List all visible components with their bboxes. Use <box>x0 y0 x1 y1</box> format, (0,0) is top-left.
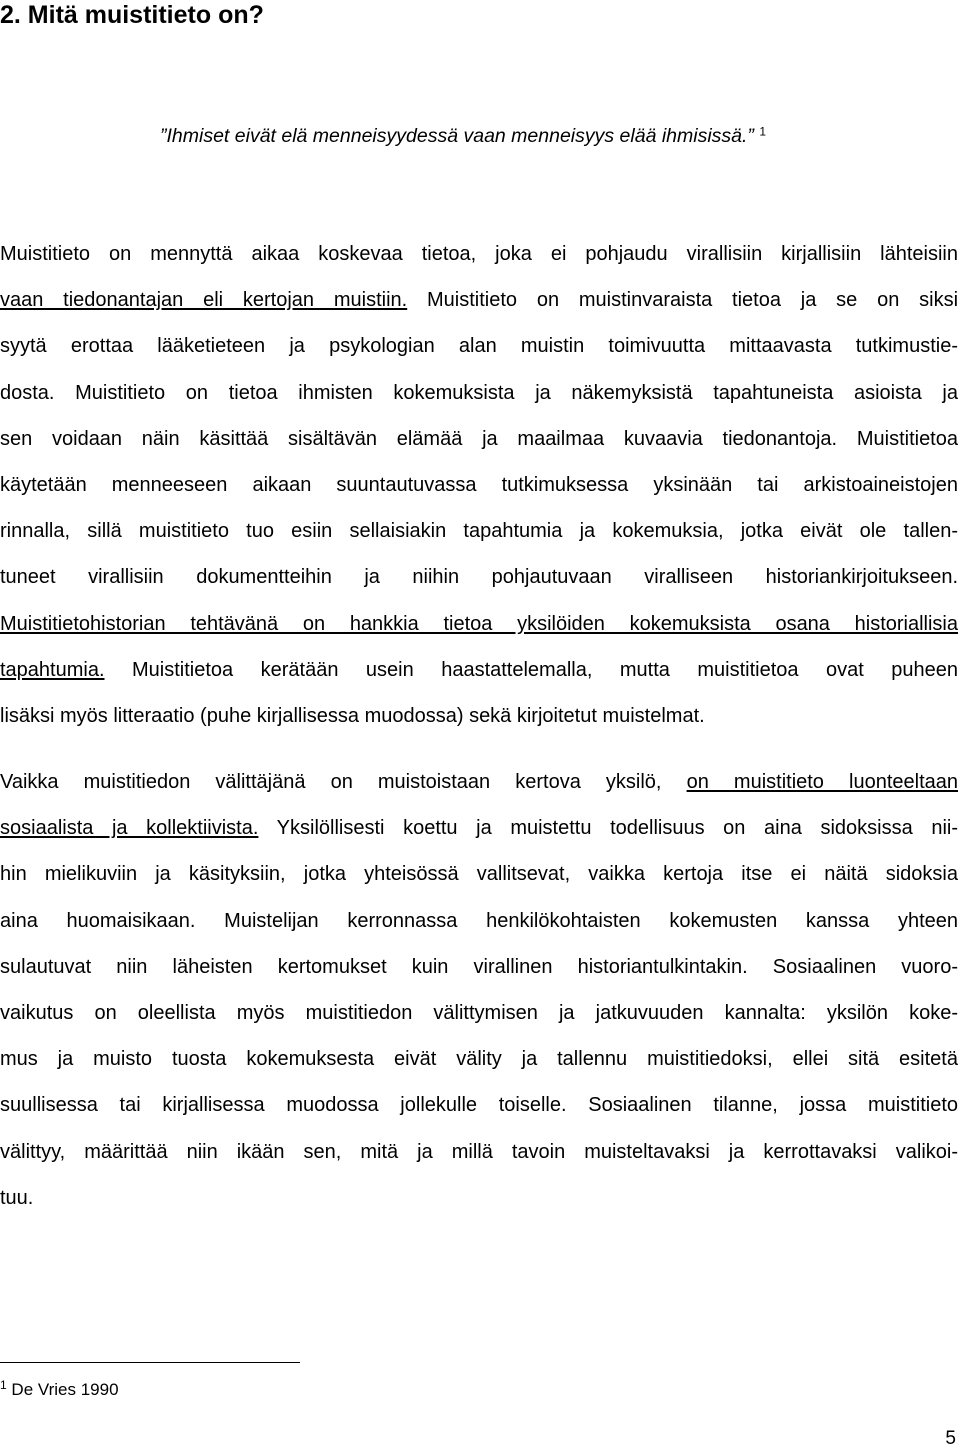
text-line <box>0 1082 958 1128</box>
text-run: rinnalla, sillä muistitieto tuo esiin sellaisiakin tapahtumia ja kokemuksia, jotka eivät ole tallen- <box>0 520 958 543</box>
text-line <box>0 277 958 323</box>
text-line <box>0 231 958 277</box>
text-run: sen voidaan näin käsittää sisältävän elämää ja maailmaa kuvaavia tiedonantoja. Muistitietoa <box>0 427 958 450</box>
text-line <box>0 1036 958 1082</box>
text-line <box>0 944 958 990</box>
text-run: vaikutus on oleellista myös muistitiedon välittymisen ja jatkuvuuden kannalta: yksilön koke- <box>0 1001 958 1024</box>
text-line <box>0 554 958 600</box>
text-line <box>0 990 958 1036</box>
text-run: suullisessa tai kirjallisessa muodossa jollekulle toiselle. Sosiaalinen tilanne, jossa muistitieto <box>0 1094 958 1117</box>
text-run: Yksilöllisesti koettu ja muistettu todellisuus on aina sidoksissa nii- <box>258 817 958 840</box>
text-line <box>0 416 958 462</box>
epigraph-text: ”Ihmiset eivät elä menneisyydessä vaan menneisyys elää ihmisissä.” <box>160 125 754 147</box>
text-run: aina huomaisikaan. Muistelijan kerronnassa henkilökohtaisten kokemusten kanssa yhteen <box>0 909 958 932</box>
text-run: lisäksi myös litteraatio (puhe kirjallisessa muodossa) sekä kirjoitetut muistelmat. <box>0 704 705 727</box>
footnote-number: 1 <box>0 1378 7 1392</box>
text-run: käytetään menneeseen aikaan suuntautuvassa tutkimuksessa yksinään tai arkistoaineistojen <box>0 473 958 496</box>
underlined-text: Muistitietohistorian tehtävänä on hankkia tietoa yksilöiden kokemuksista osana historiallisia <box>0 612 958 635</box>
text-run: Muistitieto on mennyttä aikaa koskevaa tietoa, joka ei pohjaudu virallisiin kirjallisiin lähteisiin <box>0 243 958 265</box>
text-line <box>0 759 958 805</box>
footnote-reference: 1 <box>759 124 767 139</box>
footnote <box>0 1378 119 1402</box>
text-line <box>0 323 958 369</box>
text-line <box>0 1175 958 1221</box>
text-line <box>0 898 958 944</box>
text-line <box>0 370 958 416</box>
text-run: hin mielikuviin ja käsityksiin, jotka yhteisössä vallitsevat, vaikka kertoja itse ei näitä sidoksia <box>0 863 958 886</box>
text-run: välittyy, määrittää niin ikään sen, mitä ja millä tavoin muisteltavaksi ja kerrottavaksi valikoi- <box>0 1140 958 1163</box>
text-line <box>0 601 958 647</box>
text-run: Muistitietoa kerätään usein haastattelemalla, mutta muistitietoa ovat puheen <box>104 658 958 681</box>
underlined-text: tapahtumia. <box>0 658 105 681</box>
text-line <box>0 805 958 851</box>
text-run: Vaikka muistitiedon välittäjänä on muistoistaan kertova yksilö, <box>0 771 687 793</box>
section-heading: 2. Mitä muistitieto on? <box>0 1 264 29</box>
page-number: 5 <box>945 1428 956 1449</box>
text-line <box>0 462 958 508</box>
body-paragraph-2 <box>0 759 958 1221</box>
underlined-text: on muistitieto luonteeltaan <box>686 771 958 793</box>
text-run: tuu. <box>0 1186 34 1209</box>
text-line <box>0 851 958 897</box>
text-run: mus ja muisto tuosta kokemuksesta eivät välity ja tallennu muistitiedoksi, ellei sitä esitetä <box>0 1048 958 1071</box>
text-line <box>0 647 958 693</box>
epigraph-quote <box>160 122 766 150</box>
text-run: dosta. Muistitieto on tietoa ihmisten kokemuksista ja näkemyksistä tapahtuneista asioista ja <box>0 381 958 404</box>
text-run: tuneet virallisiin dokumentteihin ja niihin pohjautuvaan viralliseen historiankirjoitukseen. <box>0 566 958 589</box>
text-line <box>0 508 958 554</box>
underlined-text: vaan tiedonantajan eli kertojan muistiin. <box>0 289 408 312</box>
underlined-text: sosiaalista ja kollektiivista. <box>0 817 259 840</box>
text-run: Muistitieto on muistinvaraista tietoa ja se on siksi <box>407 289 959 312</box>
text-run: syytä erottaa lääketieteen ja psykologian alan muistin toimivuutta mittaavasta tutkimustie- <box>0 335 958 358</box>
body-paragraph-1 <box>0 231 958 739</box>
footnote-text: De Vries 1990 <box>11 1380 119 1399</box>
text-line <box>0 693 958 739</box>
text-line <box>0 1129 958 1175</box>
text-run: sulautuvat niin läheisten kertomukset kuin virallinen historiantulkintakin. Sosiaalinen vuoro- <box>0 955 958 978</box>
footnote-separator <box>0 1362 300 1363</box>
